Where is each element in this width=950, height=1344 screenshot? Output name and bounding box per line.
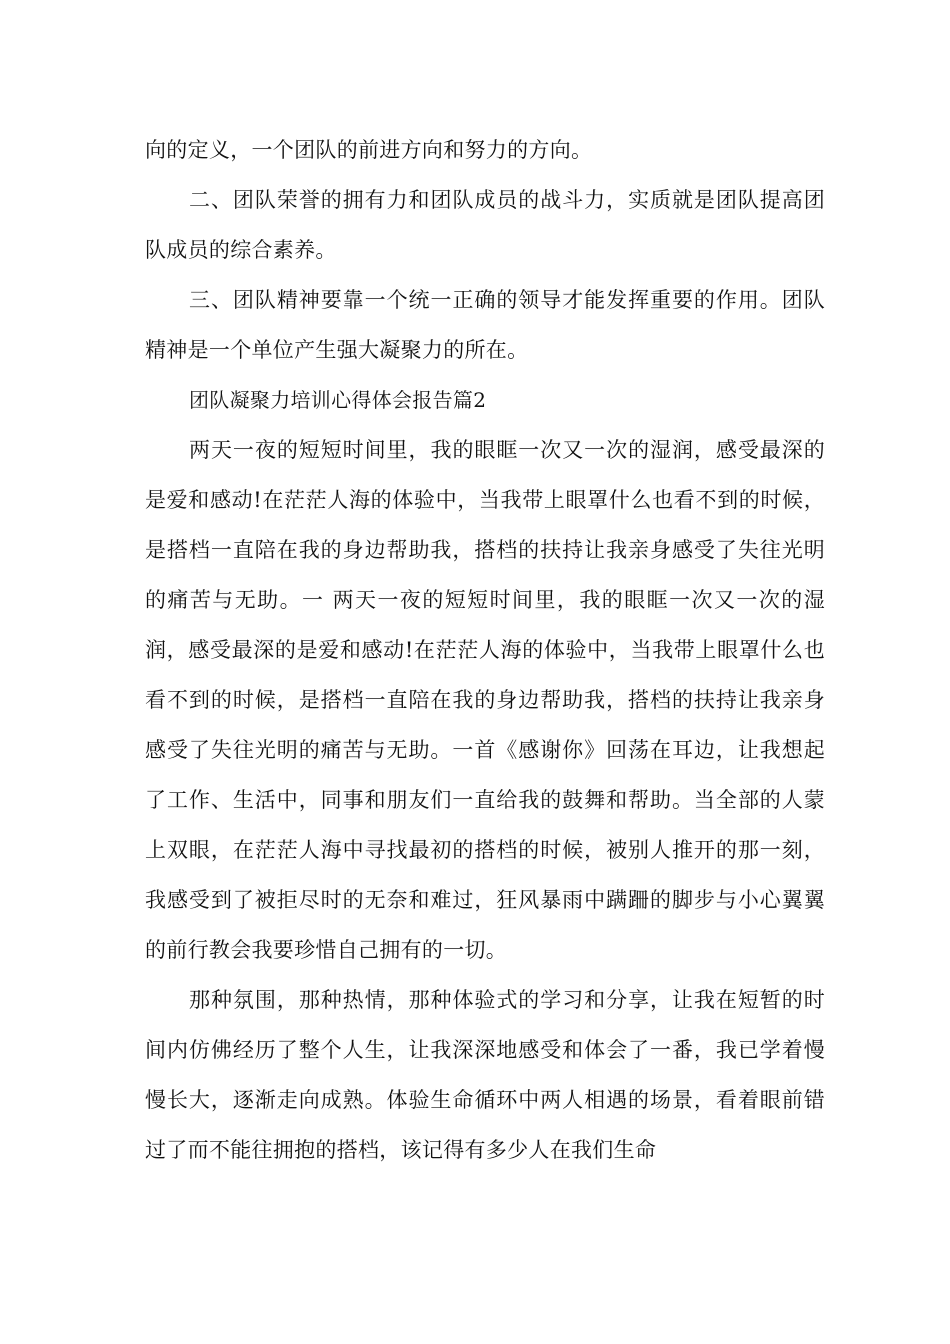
paragraph-continuation: 向的定义，一个团队的前进方向和努力的方向。 <box>145 138 593 162</box>
paragraph-point-two: 二、团队荣誉的拥有力和团队成员的战斗力，实质就是团队提高团队成员的综合素养。 <box>145 188 825 262</box>
section-heading: 团队凝聚力培训心得体会报告篇2 <box>189 388 487 412</box>
document-body <box>145 125 825 1175</box>
paragraph-atmosphere: 那种氛围，那种热情，那种体验式的学习和分享，让我在短暂的时间内仿佛经历了整个人生，让我深深地感受和体会了一番，我已学着慢慢长大，逐渐走向成熟。体验生命循环中两人相遇的场景，看着眼前错过了而不能往拥抱的搭档，该记得有多少人在我们生命 <box>145 988 825 1162</box>
paragraph-point-three: 三、团队精神要靠一个统一正确的领导才能发挥重要的作用。团队精神是一个单位产生强大凝聚力的所在。 <box>145 288 825 362</box>
paragraph-experience: 两天一夜的短短时间里，我的眼眶一次又一次的湿润，感受最深的是爱和感动!在茫茫人海的体验中，当我带上眼罩什么也看不到的时候，是搭档一直陪在我的身边帮助我，搭档的扶持让我亲身感受了失往光明的痛苦与无助。一 两天一夜的短短时间里，我的眼眶一次又一次的湿润，感受最深的是爱和感动!在茫茫人海的体验中，当我带上眼罩什么也看不到的时候，是搭档一直陪在我的身边帮助我，搭档的扶持让我亲身感受了失往光明的痛苦与无助。一首《感谢你》回荡在耳边，让我想起了工作、生活中，同事和朋友们一直给我的鼓舞和帮助。当全部的人蒙上双眼，在茫茫人海中寻找最初的搭档的时候，被别人推开的那一刻，我感受到了被拒尽时的无奈和难过，狂风暴雨中蹒跚的脚步与小心翼翼的前行教会我要珍惜自己拥有的一切。 <box>145 438 825 962</box>
